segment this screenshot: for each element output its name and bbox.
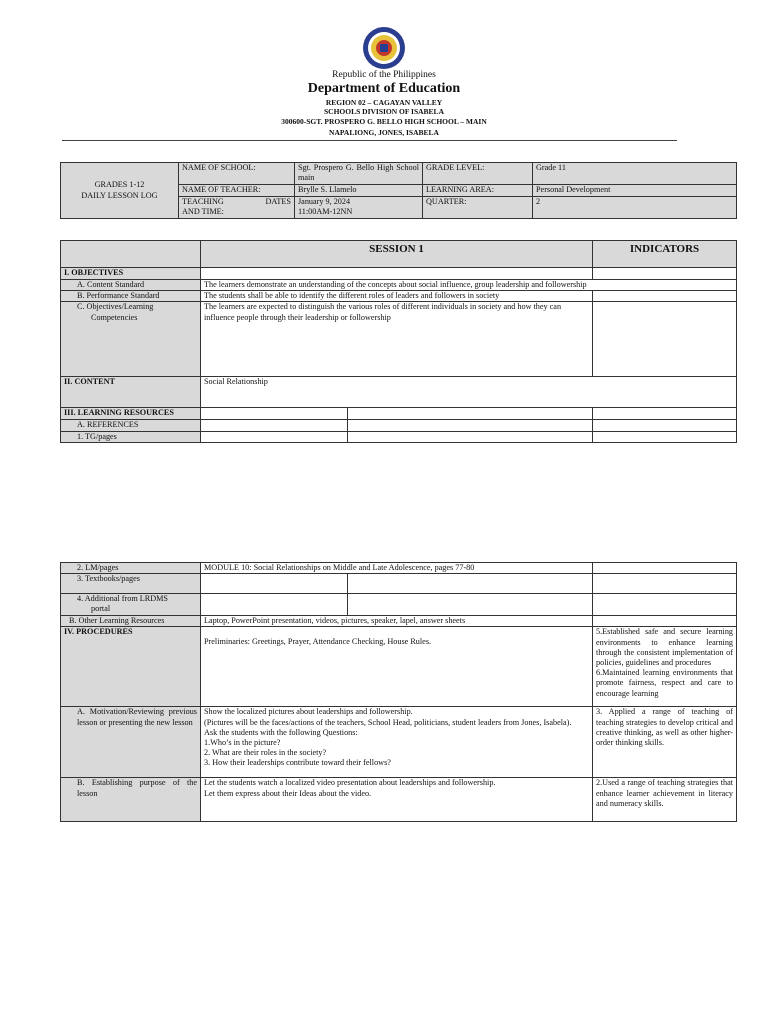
dll-title: DAILY LESSON LOG xyxy=(81,190,158,200)
procedures-table xyxy=(60,562,737,822)
procedures-indicators xyxy=(593,627,737,707)
dates-label-a: TEACHING xyxy=(182,197,224,206)
date-value: January 9, 2024 xyxy=(298,197,351,206)
lm-pages-value: MODULE 10: Social Relationships on Middle and Late Adolescence, pages 77-80 xyxy=(201,563,593,574)
address-line: NAPALIONG, JONES, ISABELA xyxy=(329,128,439,137)
content-standard-label: A. Content Standard xyxy=(61,280,201,291)
content-value: Social Relationship xyxy=(201,377,737,408)
lrdms-label-b: portal xyxy=(91,604,111,614)
header-divider xyxy=(62,140,677,141)
motivation-line-5: 2. What are their roles in the society? xyxy=(204,748,327,758)
resources-heading: III. LEARNING RESOURCES xyxy=(61,408,201,420)
dates-label-b: DATES xyxy=(265,197,291,206)
motivation-line-2: (Pictures will be the faces/actions of the teachers, School Head, politicians, student leaders from Jones, Isabela). xyxy=(204,717,572,727)
dll-title-cell xyxy=(61,163,179,219)
area-value: Personal Development xyxy=(533,185,737,197)
grade-value: Grade 11 xyxy=(533,163,737,185)
school-value: Sgt. Prospero G. Bello High School main xyxy=(295,163,423,185)
motivation-line-4: 1.Who’s in the picture? xyxy=(204,738,281,748)
teacher-label: NAME OF TEACHER: xyxy=(179,185,295,197)
area-label: LEARNING AREA: xyxy=(423,185,533,197)
motivation-indicator: 3. Applied a range of teaching of teaching strategies to develop critical and creative thinking, as well as other higher-order thinking skills. xyxy=(593,707,737,778)
content-heading: II. CONTENT xyxy=(61,377,201,408)
quarter-value: 2 xyxy=(533,197,737,219)
school-line: 300600-SGT. PROSPERO G. BELLO HIGH SCHOOL – MAIN xyxy=(281,117,487,126)
department-title: Department of Education xyxy=(307,81,461,96)
session-header: SESSION 1 xyxy=(201,241,593,268)
objectives-label-a: C. Objectives/Learning xyxy=(77,302,154,312)
school-label: NAME OF SCHOOL: xyxy=(179,163,295,185)
other-resources-value: Laptop, PowerPoint presentation, videos, pictures, speaker, lapel, answer sheets xyxy=(201,616,593,627)
procedures-heading: IV. PROCEDURES xyxy=(61,627,201,707)
grade-label: GRADE LEVEL: xyxy=(423,163,533,185)
objectives-label xyxy=(61,302,201,377)
content-standard-value: The learners demonstrate an understanding of the concepts about social influence, group leadership and followership xyxy=(201,280,737,291)
purpose-line-1: Let the students watch a localized video presentation about leaderships and followership. xyxy=(204,778,496,788)
lrdms-label xyxy=(61,594,201,616)
objectives-label-b: Competencies xyxy=(91,312,138,322)
performance-standard-value: The students shall be able to identify the different roles of leaders and followers in society xyxy=(201,291,593,302)
indicator-5: 5.Established safe and secure learning environments to enhance learning through the consistent implementation of policies, guidelines and procedures xyxy=(596,627,734,668)
references-label: A. REFERENCES xyxy=(61,420,201,431)
republic-line: Republic of the Philippines xyxy=(332,70,436,80)
dates-label-c: AND TIME: xyxy=(182,207,224,217)
deped-seal-icon xyxy=(362,26,406,70)
info-table xyxy=(60,162,737,219)
dates-label xyxy=(179,197,295,219)
dates-value xyxy=(295,197,423,219)
purpose-line-2: Let them express about their Ideas about the video. xyxy=(204,788,372,798)
quarter-label: QUARTER: xyxy=(423,197,533,219)
motivation-value xyxy=(201,707,593,778)
tg-pages-label: 1. TG/pages xyxy=(61,431,201,442)
preliminaries-value: Preliminaries: Greetings, Prayer, Attendance Checking, House Rules. xyxy=(201,627,593,707)
other-resources-label: B. Other Learning Resources xyxy=(61,616,201,627)
lrdms-label-a: 4. Additional from LRDMS xyxy=(77,594,168,604)
objectives-value: The learners are expected to distinguish the various roles of different individuals in society and how they can influence people through their leadership or followership xyxy=(201,302,593,377)
lm-pages-label: 2. LM/pages xyxy=(61,563,201,574)
session-table xyxy=(60,240,737,443)
performance-standard-label: B. Performance Standard xyxy=(61,291,201,302)
motivation-line-6: 3. How their leaderships contribute toward their fellows? xyxy=(204,758,391,768)
teacher-value: Brylle S. Llamelo xyxy=(295,185,423,197)
textbooks-label: 3. Textbooks/pages xyxy=(61,574,201,594)
motivation-line-1: Show the localized pictures about leaderships and followership. xyxy=(204,707,413,717)
motivation-line-3: Ask the students with the following Questions: xyxy=(204,727,358,737)
region-line: REGION 02 – CAGAYAN VALLEY xyxy=(325,98,443,107)
motivation-label: A. Motivation/Reviewing previous lesson or presenting the new lesson xyxy=(61,707,201,778)
division-line: SCHOOLS DIVISION OF ISABELA xyxy=(324,107,444,116)
indicators-header: INDICATORS xyxy=(593,241,737,268)
purpose-value xyxy=(201,778,593,822)
purpose-label: B. Establishing purpose of the lesson xyxy=(61,778,201,822)
grades-title: GRADES 1-12 xyxy=(94,180,145,190)
indicator-6: 6.Maintained learning environments that promote fairness, respect and care to encourage learning xyxy=(596,668,734,698)
purpose-indicator: 2.Used a range of teaching strategies that enhance learner achievement in literacy and numeracy skills. xyxy=(593,778,737,822)
objectives-heading: I. OBJECTIVES xyxy=(61,268,201,280)
time-value: 11:00AM-12NN xyxy=(298,207,353,217)
